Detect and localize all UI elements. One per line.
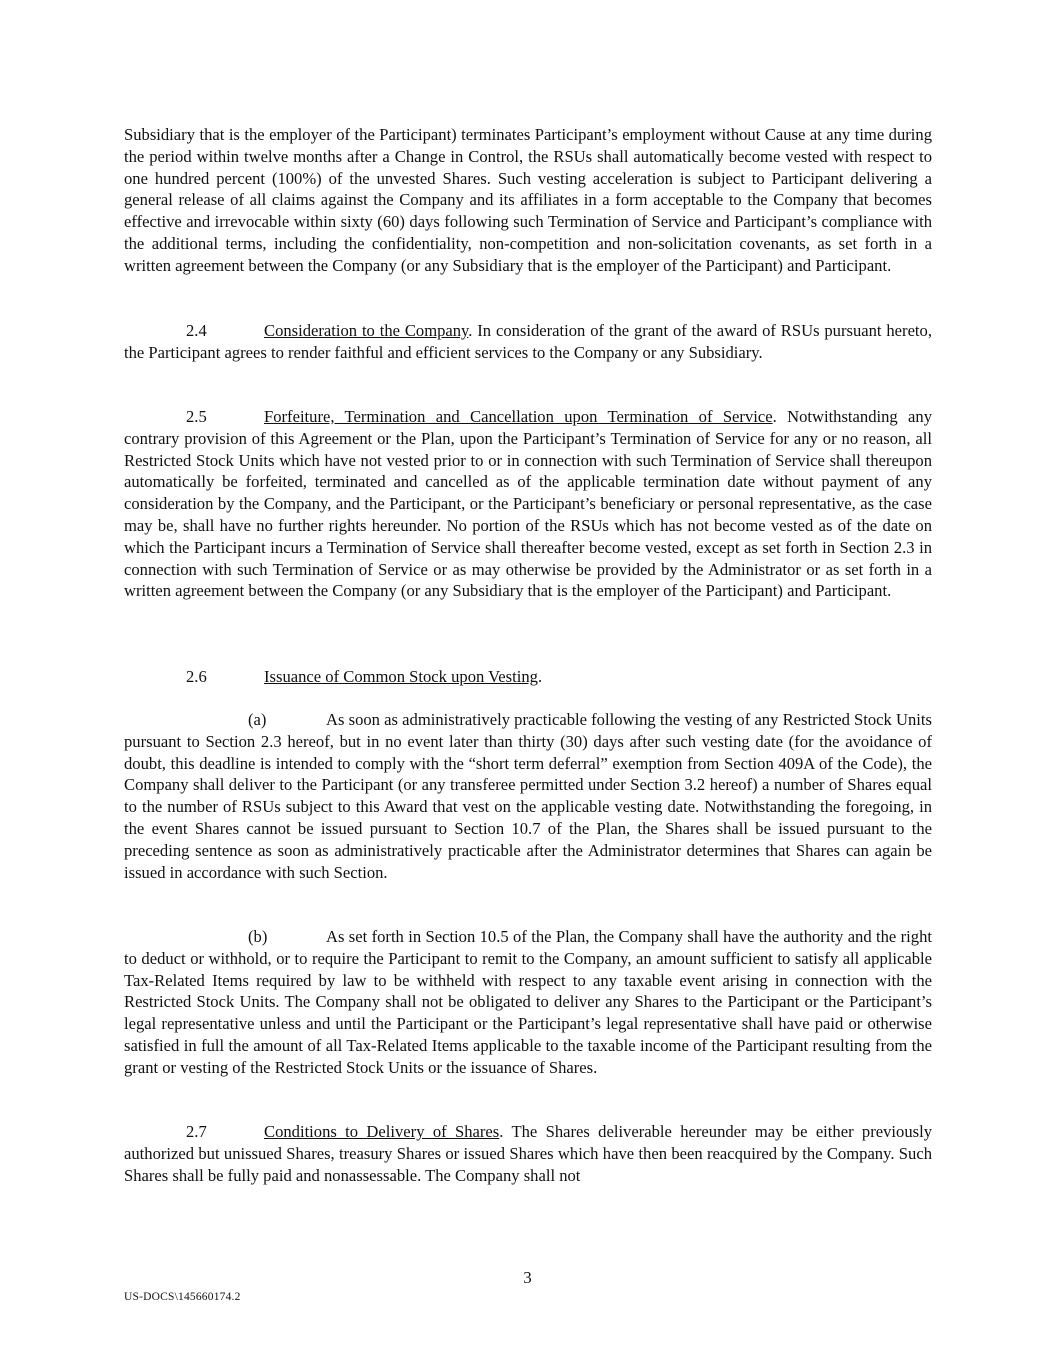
document-id: US-DOCS\145660174.2 [124, 1291, 241, 1303]
section-number: 2.4 [186, 321, 207, 340]
subsection-label: (a) [248, 710, 267, 729]
page-number: 3 [523, 1268, 532, 1287]
subsection-b [124, 926, 932, 1079]
intro-paragraph [124, 124, 932, 277]
section-number: 2.7 [186, 1122, 207, 1141]
section-2-4 [124, 320, 932, 364]
section-heading: Issuance of Common Stock upon Vesting [264, 667, 538, 686]
subsection-label: (b) [248, 927, 268, 946]
section-body: . The Shares deliverable hereunder may be either previously authorized but unissued Shares, treasury Shares or issued Shares which have then been reacquired by the Company. Such Shares shall be fully paid and nonassessable. The Company shall not [124, 1122, 932, 1185]
section-heading: Forfeiture, Termination and Cancellation upon Termination of Service [264, 407, 773, 426]
section-2-6 [124, 666, 932, 688]
section-body: . [537, 667, 543, 686]
section-number: 2.5 [186, 407, 207, 426]
subsection-text: As set forth in Section 10.5 of the Plan, the Company shall have the authority and the right to deduct or withhold, or to require the Participant to remit to the Company, an amount sufficient to satisfy all applicable Tax-Related Items required by law to be withheld with respect to any taxable event arising in connection with the Restricted Stock Units. The Company shall not be obligated to deliver any Shares to the Participant or the Participant’s legal representative unless and until the Participant or the Participant’s legal representative shall have paid or otherwise satisfied in full the amount of all Tax-Related Items applicable to the taxable income of the Participant resulting from the grant or vesting of the Restricted Stock Units or the issuance of Shares. [124, 927, 932, 1077]
section-2-7 [124, 1121, 932, 1186]
section-heading: Conditions to Delivery of Shares [264, 1122, 500, 1141]
intro-text: Subsidiary that is the employer of the Participant) terminates Participant’s employment without Cause at any time during the period within twelve months after a Change in Control, the RSUs shall automatically become vested with respect to one hundred percent (100%) of the unvested Shares. Such vesting acceleration is subject to Participant delivering a general release of all claims against the Company and its affiliates in a form acceptable to the Company that becomes effective and irrevocable within sixty (60) days following such Termination of Service and Participant’s compliance with the additional terms, including the confidentiality, non-competition and non-solicitation covenants, as set forth in a written agreement between the Company (or any Subsidiary that is the employer of the Participant) and Participant. [124, 125, 932, 275]
section-number: 2.6 [186, 667, 207, 686]
subsection-text: As soon as administratively practicable following the vesting of any Restricted Stock Units pursuant to Section 2.3 hereof, but in no event later than thirty (30) days after such vesting date (for the avoidance of doubt, this deadline is intended to comply with the “short term deferral” exemption from Section 409A of the Code), the Company shall deliver to the Participant (or any transferee permitted under Section 3.2 hereof) a number of Shares equal to the number of RSUs subject to this Award that vest on the applicable vesting date. Notwithstanding the foregoing, in the event Shares cannot be issued pursuant to Section 10.7 of the Plan, the Shares shall be issued pursuant to the preceding sentence as soon as administratively practicable after the Administrator determines that Shares can again be issued in accordance with such Section. [124, 710, 932, 882]
section-body: . In consideration of the grant of the award of RSUs pursuant hereto, the Participant agrees to render faithful and efficient services to the Company or any Subsidiary. [124, 321, 932, 362]
subsection-a [124, 709, 932, 883]
section-2-5 [124, 406, 932, 602]
section-body: . Notwithstanding any contrary provision of this Agreement or the Plan, upon the Participant’s Termination of Service for any or no reason, all Restricted Stock Units which have not vested prior to or in connection with such Termination of Service shall thereupon automatically be forfeited, terminated and cancelled as of the applicable termination date without payment of any consideration by the Company, and the Participant, or the Participant’s beneficiary or personal representative, as the case may be, shall have no further rights hereunder. No portion of the RSUs which has not become vested as of the date on which the Participant incurs a Termination of Service shall thereafter become vested, except as set forth in Section 2.3 in connection with such Termination of Service or as may otherwise be provided by the Administrator or as set forth in a written agreement between the Company (or any Subsidiary that is the employer of the Participant) and Participant. [124, 407, 933, 601]
section-heading: Consideration to the Company [264, 321, 469, 340]
